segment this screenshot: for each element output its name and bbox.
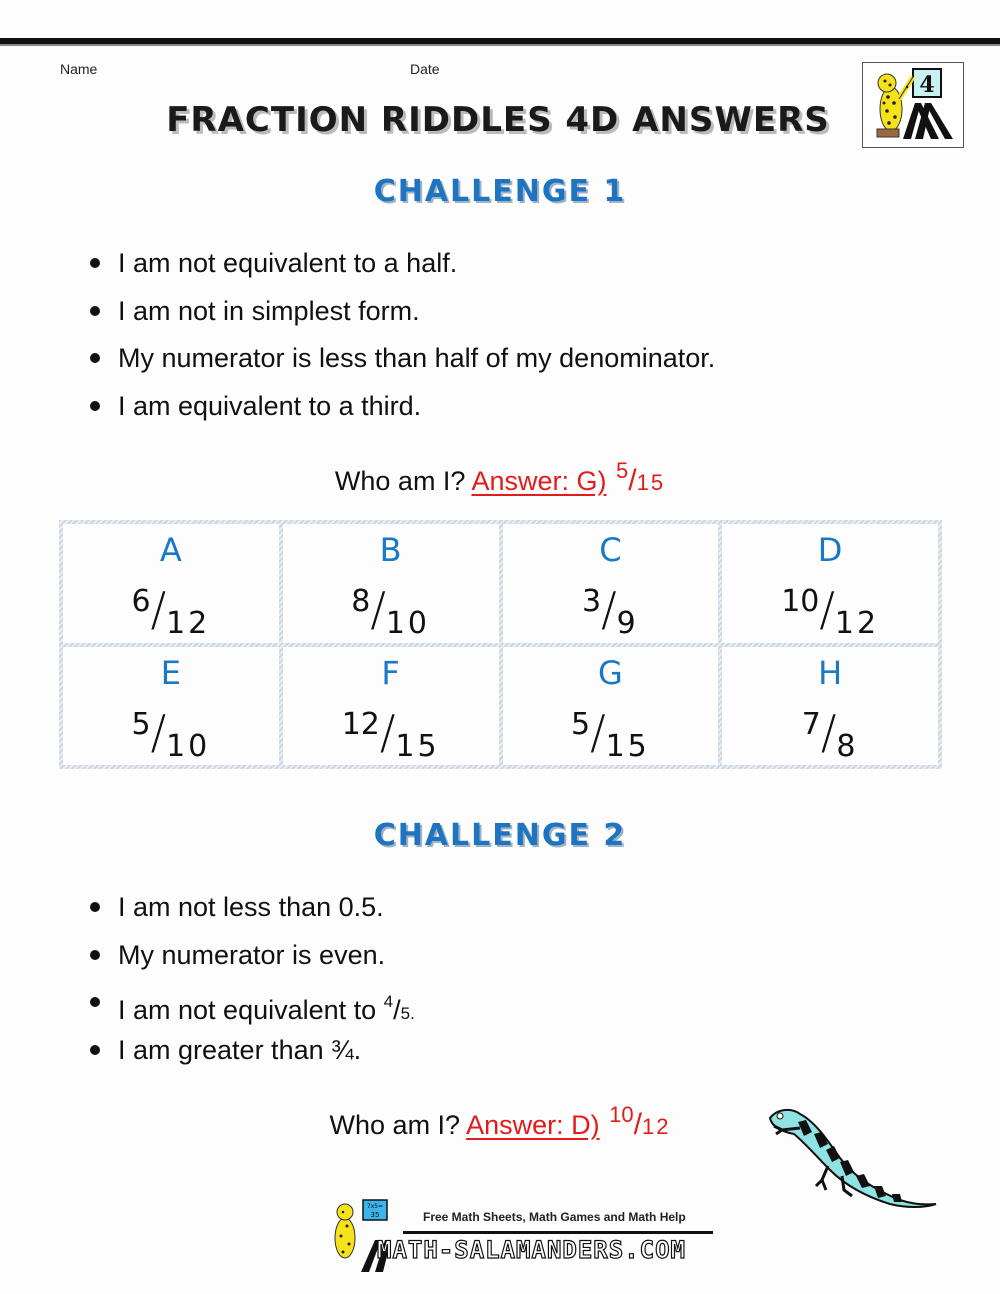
question-text: Who am I? — [329, 1110, 461, 1140]
option-cell-g — [503, 647, 719, 766]
option-cell-a — [63, 524, 279, 643]
option-fraction: 12/15 — [341, 704, 440, 764]
clue-item: I am not equivalent to $^4$/5. — [90, 985, 415, 1033]
date-label: Date — [410, 61, 440, 77]
bullet-icon — [90, 258, 100, 268]
bullet-icon — [90, 306, 100, 316]
option-letter: E — [160, 653, 181, 692]
footer-rule — [403, 1231, 713, 1234]
challenge-1-clues — [90, 246, 715, 436]
fraction-options-table — [59, 520, 942, 769]
answer-fraction: $^5$/15 — [616, 458, 666, 497]
bullet-icon — [90, 1045, 100, 1055]
answer-link[interactable]: Answer: D) — [466, 1110, 600, 1140]
challenge-1-heading: CHALLENGE 1 — [373, 174, 627, 209]
clue-item: My numerator is less than half of my denominator. — [90, 341, 715, 389]
option-cell-d — [722, 524, 938, 643]
bullet-icon — [90, 950, 100, 960]
option-letter: D — [817, 531, 843, 569]
question-text: Who am I? — [334, 466, 466, 496]
option-letter: F — [381, 653, 400, 692]
option-fraction: 8/10 — [351, 582, 431, 641]
option-fraction: 5/15 — [570, 704, 650, 764]
bullet-icon — [90, 353, 100, 363]
name-label: Name — [60, 61, 98, 77]
footer-tagline: Free Math Sheets, Math Games and Math Help — [423, 1210, 686, 1224]
bullet-icon — [90, 902, 100, 912]
option-letter: H — [818, 653, 843, 692]
option-letter: A — [159, 531, 182, 569]
option-cell-c — [503, 524, 719, 643]
option-letter: C — [599, 531, 622, 569]
challenge-1-answer-line — [0, 458, 1000, 498]
page-title: FRACTION RIDDLES 4D ANSWERS — [166, 100, 830, 140]
top-rule-shadow — [0, 44, 1000, 46]
challenge-2-clues — [90, 890, 415, 1080]
svg-text:7x5=: 7x5= — [366, 1203, 384, 1210]
clue-item: I am greater than ¾. — [90, 1033, 415, 1081]
clue-item: I am not less than 0.5. — [90, 890, 415, 938]
option-cell-f — [283, 647, 499, 766]
option-cell-b — [283, 524, 499, 643]
option-fraction: 3/9 — [582, 582, 639, 641]
salamander-easel-icon — [863, 63, 963, 147]
clue-item: I am not in simplest form. — [90, 294, 715, 342]
clue-item: I am not equivalent to a half. — [90, 246, 715, 294]
answer-link[interactable]: Answer: G) — [471, 466, 607, 496]
option-letter: B — [379, 531, 402, 569]
salamander-illustration-icon — [760, 1100, 940, 1210]
svg-text:4: 4 — [919, 72, 935, 98]
option-cell-e — [63, 647, 279, 766]
clue-item: My numerator is even. — [90, 938, 415, 986]
challenge-2-heading: CHALLENGE 2 — [373, 818, 627, 853]
grade-logo — [862, 62, 964, 148]
option-letter: G — [597, 653, 623, 692]
answer-fraction: $^{10}$/12 — [609, 1102, 671, 1141]
footer-site-name[interactable]: MATH-SALAMANDERS.COM — [377, 1236, 686, 1264]
site-branding[interactable] — [325, 1196, 715, 1276]
svg-text:35: 35 — [370, 1211, 380, 1219]
option-fraction: 5/10 — [131, 704, 211, 764]
option-fraction: 7/8 — [801, 704, 859, 764]
option-fraction: 6/12 — [131, 582, 211, 641]
bullet-icon — [90, 997, 100, 1007]
option-cell-h — [722, 647, 938, 766]
clue-item: I am equivalent to a third. — [90, 389, 715, 437]
bullet-icon — [90, 401, 100, 411]
option-fraction: 10/12 — [781, 582, 880, 641]
